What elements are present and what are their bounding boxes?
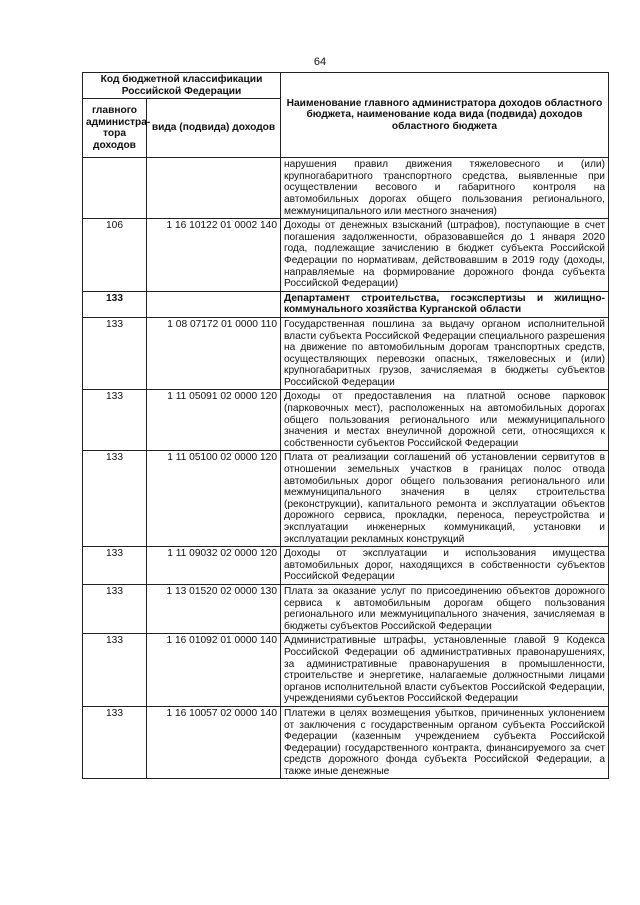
- administrator-name-cell: Департамент строительства, госэкспертизы и жилищно-коммунального хозяйства Курганской области: [281, 291, 609, 317]
- income-description-cell: Доходы от эксплуатации и использования имущества автомобильных дорог, находящихся в собственности субъектов Российской Федерации: [281, 547, 609, 585]
- income-code-cell: [147, 291, 281, 317]
- table-row: [83, 547, 609, 585]
- admin-code-cell: 133: [83, 317, 147, 390]
- income-description-cell: Доходы от денежных взысканий (штрафов), поступающие в счет погашения задолженности, образовавшейся до 1 января 2020 года, подлежащие зачислению в бюджет субъекта Российской Федерации по нормативам, действовавшим в 2019 году (доходы, направляемые на формирование дорожного фонда субъекта Российской Федерации): [281, 219, 609, 292]
- budget-classification-table: [82, 72, 609, 779]
- income-code-cell: 1 11 05091 02 0000 120: [147, 390, 281, 451]
- income-code-cell: 1 11 09032 02 0000 120: [147, 547, 281, 585]
- income-description-cell: Административные штрафы, установленные главой 9 Кодекса Российской Федерации об административных правонарушениях, за административные правонарушения в промышленности, строительстве и энергетике, налагаемые должностными лицами органов исполнительной власти субъектов Российской Федерации, учреждениями субъектов Российской Федерации: [281, 634, 609, 707]
- admin-code-cell: 133: [83, 634, 147, 707]
- income-description-cell: Плата за оказание услуг по присоединению объектов дорожного сервиса к автомобильным дорогам общего пользования регионального или межмуниципального значения, зачисляемая в бюджеты субъектов Российской Федерации: [281, 584, 609, 633]
- table-row: [83, 317, 609, 390]
- income-description-cell: Государственная пошлина за выдачу органом исполнительной власти субъекта Российской Федерации специального разрешения на движение по автомобильным дорогам транспортных средств, осуществляющих перевозки опасных, тяжеловесных и (или) крупногабаритных грузов, зачисляемая в бюджеты субъектов Российской Федерации: [281, 317, 609, 390]
- admin-code-cell: 133: [83, 584, 147, 633]
- table-row: [83, 584, 609, 633]
- income-code-cell: 1 11 05100 02 0000 120: [147, 451, 281, 547]
- table-row: [83, 158, 609, 219]
- income-description-cell: Платежи в целях возмещения убытков, причиненных уклонением от заключения с государственным органом субъекта Российской Федерации (казенным учреждением субъекта Российской Федерации) государственного контракта, финансируемого за счет средств дорожного фонда субъекта Российской Федерации, а также иные денежные: [281, 706, 609, 779]
- admin-code-cell: [83, 158, 147, 219]
- income-description-cell: Доходы от предоставления на платной основе парковок (парковочных мест), расположенных на автомобильных дорогах общего пользования регионального или межмуниципального значения и местах внеуличной дорожной сети, относящихся к собственности субъектов Российской Федерации: [281, 390, 609, 451]
- income-code-cell: 1 08 07172 01 0000 110: [147, 317, 281, 390]
- income-code-cell: 1 16 01092 01 0000 140: [147, 634, 281, 707]
- header-admin-column: главного администра-тора доходов: [83, 99, 147, 158]
- income-description-cell: нарушения правил движения тяжеловесного и (или) крупногабаритного транспортного средства, выявленные при осуществлении весового и габаритного контроля на автомобильных дорогах общего пользования регионального, межмуниципального или местного значения): [281, 158, 609, 219]
- table-row: [83, 219, 609, 292]
- admin-code-cell: 133: [83, 291, 147, 317]
- header-code-group: Код бюджетной классификации Российской Федерации: [83, 73, 281, 99]
- admin-code-cell: 106: [83, 219, 147, 292]
- page-number: 64: [313, 56, 327, 68]
- header-type-column: вида (подвида) доходов: [147, 99, 281, 158]
- admin-code-cell: 133: [83, 706, 147, 779]
- income-code-cell: 1 13 01520 02 0000 130: [147, 584, 281, 633]
- admin-code-cell: 133: [83, 451, 147, 547]
- income-code-cell: 1 16 10057 02 0000 140: [147, 706, 281, 779]
- income-code-cell: [147, 158, 281, 219]
- income-code-cell: 1 16 10122 01 0002 140: [147, 219, 281, 292]
- table-row: [83, 706, 609, 779]
- header-name-column: Наименование главного администратора доходов областного бюджета, наименование кода вида (подвида) доходов областного бюджета: [281, 73, 609, 158]
- table-row: [83, 390, 609, 451]
- table-body: [83, 158, 609, 779]
- table-row: [83, 291, 609, 317]
- admin-code-cell: 133: [83, 390, 147, 451]
- table-row: [83, 634, 609, 707]
- admin-code-cell: 133: [83, 547, 147, 585]
- income-description-cell: Плата от реализации соглашений об установлении сервитутов в отношении земельных участков в границах полос отвода автомобильных дорог общего пользования регионального или межмуниципального значения в целях строительства (реконструкции), капитального ремонта и эксплуатации объектов дорожного сервиса, прокладки, переноса, переустройства и эксплуатации инженерных коммуникаций, установки и эксплуатации рекламных конструкций: [281, 451, 609, 547]
- table-row: [83, 451, 609, 547]
